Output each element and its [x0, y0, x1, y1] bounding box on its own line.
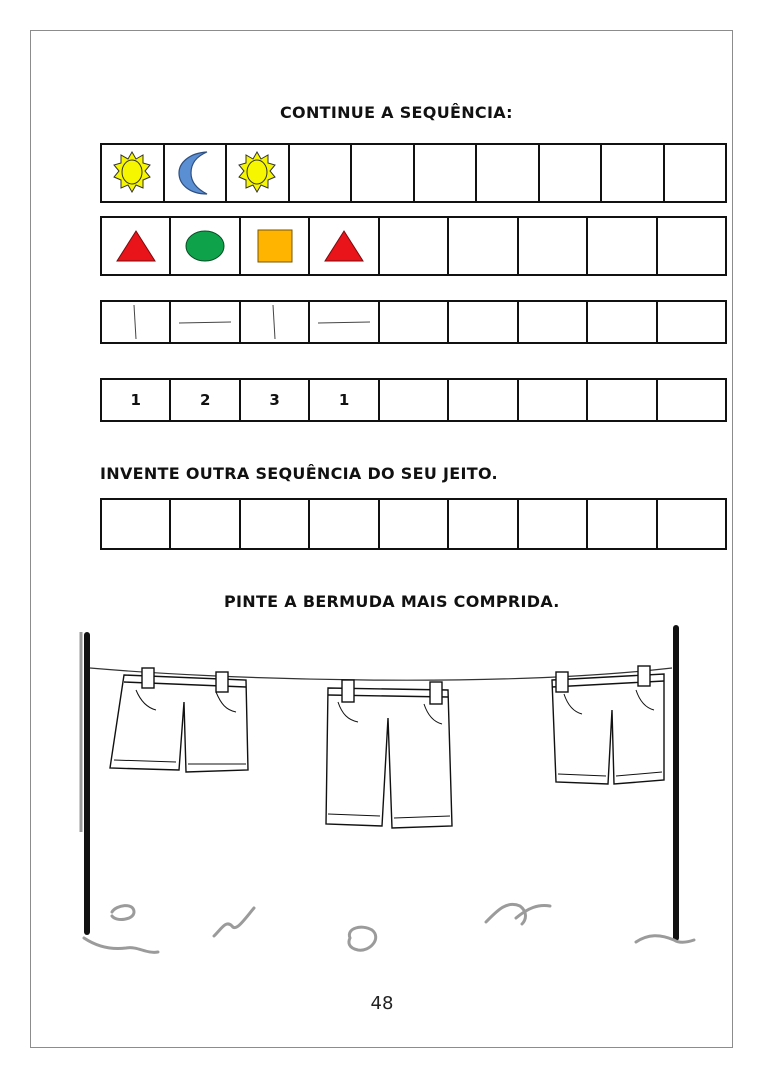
sequence-cell-empty[interactable]	[519, 380, 588, 420]
sequence-cell	[227, 145, 290, 201]
paint-title: PINTE A BERMUDA MAIS COMPRIDA.	[224, 592, 560, 611]
numbers-sequence-row	[100, 378, 727, 422]
sequence-cell-empty[interactable]	[380, 218, 449, 274]
invent-title: INVENTE OUTRA SEQUÊNCIA DO SEU JEITO.	[100, 464, 498, 483]
sequence-number: 1	[130, 391, 141, 409]
sequence-cell	[241, 302, 310, 342]
sequence-number: 1	[338, 391, 350, 409]
sequence-cell-empty[interactable]	[380, 500, 449, 548]
moon-icon	[175, 149, 215, 197]
sequence-cell-empty[interactable]	[519, 302, 588, 342]
sequence-cell-empty[interactable]	[352, 145, 415, 201]
sequence-cell-empty[interactable]	[380, 302, 449, 342]
invent-sequence-row	[100, 498, 727, 550]
vertical-line-icon	[126, 302, 146, 342]
sequence-cell-empty[interactable]	[449, 380, 518, 420]
sequence-cell-empty[interactable]	[449, 218, 518, 274]
sequence-cell-empty[interactable]	[449, 500, 518, 548]
sequence-cell	[102, 302, 171, 342]
page-number: 48	[370, 993, 394, 1014]
horizontal-line-icon	[177, 317, 233, 327]
sequence-cell	[310, 218, 379, 274]
sequence-cell-empty[interactable]	[477, 145, 540, 201]
green-circle-icon	[183, 229, 227, 263]
shorts-left-icon	[110, 668, 248, 772]
shorts-right-icon	[552, 666, 664, 784]
sequence-cell-empty[interactable]	[665, 145, 726, 201]
sequence-number: 3	[269, 391, 280, 409]
sequence-cell-empty[interactable]	[380, 380, 449, 420]
shorts-middle-icon	[326, 680, 452, 828]
shapes-sequence-row	[100, 216, 727, 276]
clothesline-illustration	[76, 620, 696, 970]
sequence-title: CONTINUE A SEQUÊNCIA:	[280, 103, 513, 122]
sequence-cell	[310, 302, 379, 342]
sequence-cell	[310, 380, 379, 420]
grass-scribble-icon	[84, 904, 694, 952]
sequence-cell	[241, 218, 310, 274]
sequence-cell-empty[interactable]	[171, 500, 240, 548]
sequence-cell	[171, 380, 240, 420]
sequence-cell-empty[interactable]	[588, 218, 657, 274]
sequence-cell	[165, 145, 228, 201]
red-triangle-icon	[322, 228, 366, 264]
sequence-cell	[171, 218, 240, 274]
sequence-cell-empty[interactable]	[290, 145, 353, 201]
sequence-cell-empty[interactable]	[540, 145, 603, 201]
sequence-cell-empty[interactable]	[241, 500, 310, 548]
sequence-cell-empty[interactable]	[519, 500, 588, 548]
sequence-cell-empty[interactable]	[658, 218, 725, 274]
sequence-cell-empty[interactable]	[102, 500, 171, 548]
sequence-cell-empty[interactable]	[658, 302, 725, 342]
sequence-cell	[241, 380, 310, 420]
sequence-cell-empty[interactable]	[588, 302, 657, 342]
sun-moon-sequence-row	[100, 143, 727, 203]
sun-icon	[237, 150, 277, 196]
sequence-cell-empty[interactable]	[415, 145, 478, 201]
sequence-cell	[171, 302, 240, 342]
sequence-cell-empty[interactable]	[658, 500, 725, 548]
sequence-cell	[102, 218, 171, 274]
sequence-cell-empty[interactable]	[449, 302, 518, 342]
sun-icon	[112, 150, 152, 196]
sequence-cell-empty[interactable]	[310, 500, 379, 548]
vertical-line-icon	[265, 302, 285, 342]
sequence-cell-empty[interactable]	[602, 145, 665, 201]
orange-square-icon	[255, 228, 295, 264]
sequence-cell-empty[interactable]	[658, 380, 725, 420]
sequence-cell	[102, 380, 171, 420]
sequence-cell	[102, 145, 165, 201]
horizontal-line-icon	[316, 317, 372, 327]
red-triangle-icon	[114, 228, 158, 264]
sequence-number: 2	[199, 391, 211, 409]
sequence-cell-empty[interactable]	[519, 218, 588, 274]
sequence-cell-empty[interactable]	[588, 380, 657, 420]
lines-sequence-row	[100, 300, 727, 344]
sequence-cell-empty[interactable]	[588, 500, 657, 548]
